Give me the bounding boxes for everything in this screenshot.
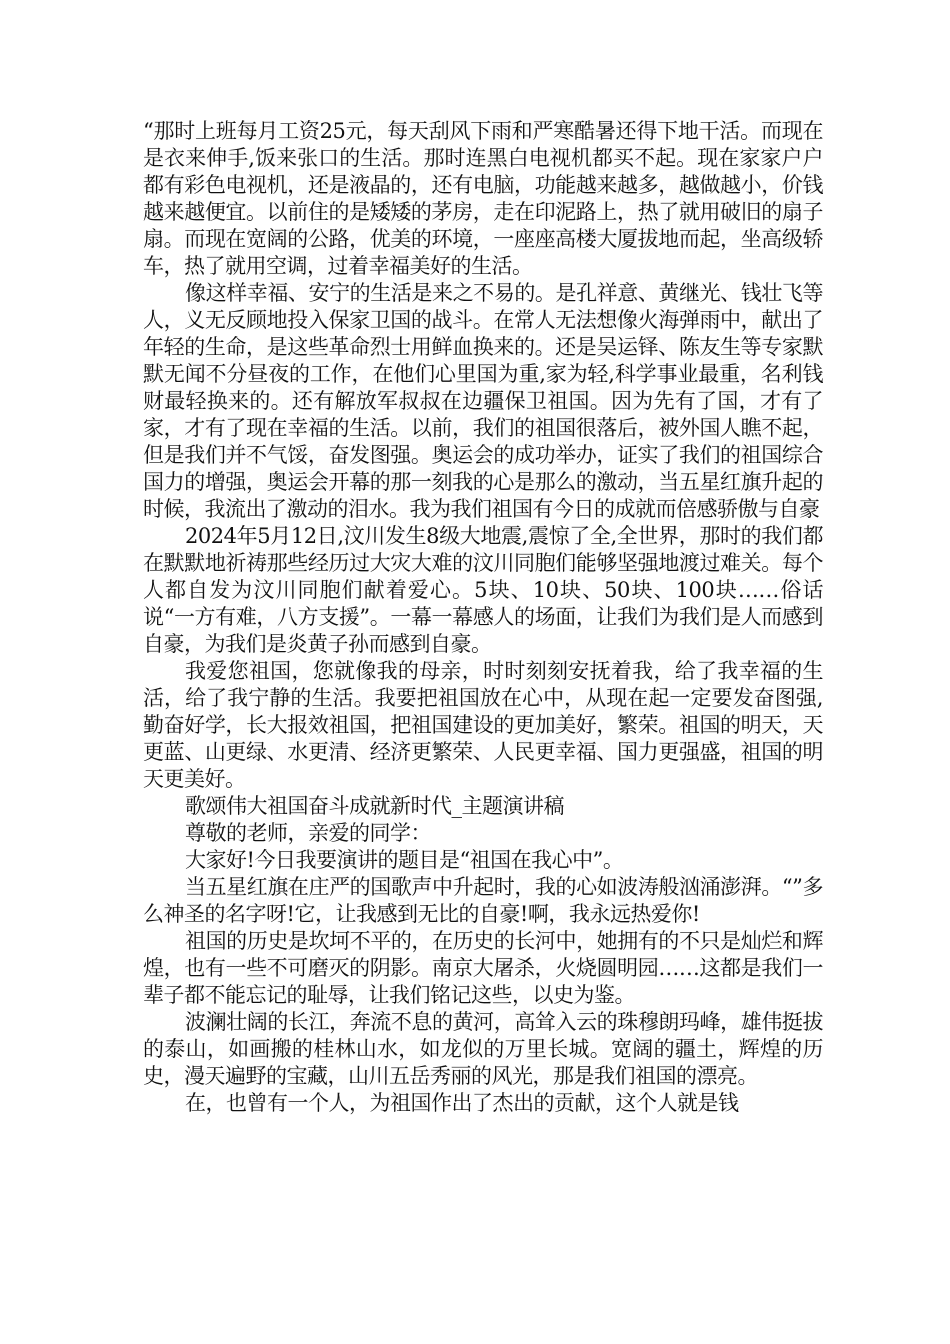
document-body (143, 118, 823, 1117)
section-title: 歌颂伟大祖国奋斗成就新时代_主题演讲稿 (185, 794, 564, 818)
paragraph: 当五星红旗在庄严的国歌声中升起时，我的心如波涛般汹涌澎湃。“”多么神圣的名字呀!它，让我感到无比的自豪!啊，我永远热爱你! (143, 875, 823, 926)
paragraph: 我爱您祖国，您就像我的母亲，时时刻刻安抚着我，给了我幸福的生活，给了我宁静的生活。我要把祖国放在心中，从现在起一定要发奋图强,勤奋好学，长大报效祖国，把祖国建设的更加美好，繁荣。祖国的明天，天更蓝、山更绿、水更清、经济更繁荣、人民更幸福、国力更强盛，祖国的明天更美好。 (143, 659, 823, 791)
paragraph: 像这样幸福、安宁的生活是来之不易的。是孔祥意、黄继光、钱壮飞等人，义无反顾地投入保家卫国的战斗。在常人无法想像火海弹雨中，献出了年轻的生命，是这些革命烈士用鲜血换来的。还是吴运铎、陈友生等专家默默无闻不分昼夜的工作，在他们心里国为重,家为轻,科学事业最重，名利钱财最轻换来的。还有解放军叔叔在边疆保卫祖国。因为先有了国，才有了家，才有了现在幸福的生活。以前，我们的祖国很落后，被外国人瞧不起，但是我们并不气馁，奋发图强。奥运会的成功举办，证实了我们的祖国综合国力的增强，奥运会开幕的那一刻我的心是那么的激动，当五星红旗升起的时候，我流出了激动的泪水。我为我们祖国有今日的成就而倍感骄傲与自豪 (143, 281, 823, 521)
paragraph: 祖国的历史是坎坷不平的，在历史的长河中，她拥有的不只是灿烂和辉煌，也有一些不可磨灭的阴影。南京大屠杀，火烧圆明园……这都是我们一辈子都不能忘记的耻辱，让我们铭记这些，以史为鉴。 (143, 929, 823, 1007)
paragraph: “那时上班每月工资25元，每天刮风下雨和严寒酷暑还得下地干活。而现在是衣来伸手,饭来张口的生活。那时连黑白电视机都买不起。现在家家户户都有彩色电视机，还是液晶的，还有电脑，功能越来越多，越做越小，价钱越来越便宜。以前住的是矮矮的茅房，走在印泥路上，热了就用破旧的扇子扇。而现在宽阔的公路，优美的环境，一座座高楼大厦拔地而起，坐高级轿车，热了就用空调，过着幸福美好的生活。 (143, 119, 823, 278)
salutation: 尊敬的老师，亲爱的同学： (185, 821, 431, 845)
paragraph: 大家好!今日我要演讲的题目是“祖国在我心中”。 (185, 848, 624, 872)
paragraph: 波澜壮阔的长江，奔流不息的黄河，高耸入云的珠穆朗玛峰，雄伟挺拔的泰山，如画搬的桂林山水，如龙似的万里长城。宽阔的疆土，辉煌的历史，漫天遍野的宝藏，山川五岳秀丽的风光，那是我们祖国的漂亮。 (143, 1010, 823, 1088)
paragraph: 2024年5月12日,汶川发生8级大地震,震惊了全,全世界，那时的我们都在默默地祈祷那些经历过大灾大难的汶川同胞们能够坚强地渡过难关。每个人都自发为汶川同胞们献着爱心。5块、10块、50块、100块……俗话说“一方有难，八方支援”。一幕一幕感人的场面，让我们为我们是人而感到自豪，为我们是炎黄子孙而感到自豪。 (143, 524, 823, 656)
paragraph: 在，也曾有一个人，为祖国作出了杰出的贡献，这个人就是钱 (185, 1091, 739, 1115)
